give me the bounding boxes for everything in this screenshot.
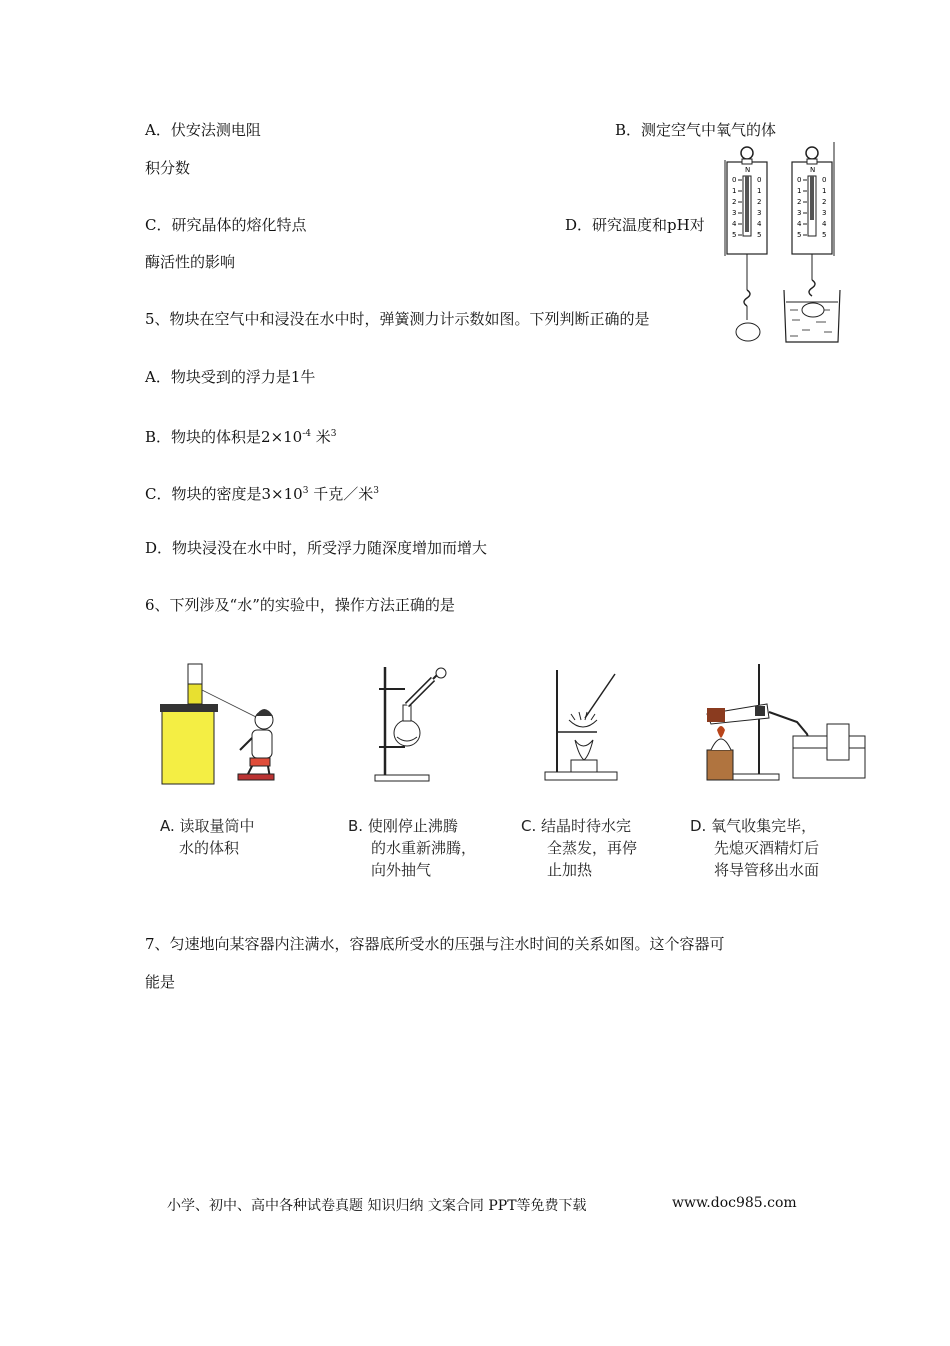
left-scale-tick-label: 0	[732, 176, 737, 184]
left-scale-tick-label: 1	[757, 187, 762, 195]
right-scale-tick-label: 4	[822, 220, 827, 228]
left-scale-tick-label: 2	[757, 198, 762, 206]
q4-option-c: C．研究晶体的熔化特点	[145, 216, 307, 234]
q7-stem-continued: 能是	[145, 973, 176, 991]
right-scale-letter: N	[810, 166, 816, 174]
footer-text: 小学、初中、高中各种试卷真题 知识归纳 文案合同 PPT等免费下载	[167, 1198, 587, 1214]
left-scale-tick-label: 4	[757, 220, 762, 228]
q6-caption-d: D. 氧气收集完毕， 先熄灭酒精灯后 将导管移出水面	[690, 817, 820, 879]
right-scale-tick-label: 2	[797, 198, 802, 206]
q6-figure-b-flask	[375, 665, 465, 785]
right-scale-tick-label: 0	[797, 176, 802, 184]
q6-stem: 6、下列涉及“水”的实验中，操作方法正确的是	[145, 596, 455, 614]
q5-option-a: A．物块受到的浮力是1牛	[145, 368, 316, 386]
left-scale-letter: N	[745, 166, 751, 174]
q6-caption-c: C. 结晶时待水完 全蒸发，再停 止加热	[521, 817, 638, 879]
right-scale-tick-label: 0	[822, 176, 827, 184]
q6-caption-a: A. 读取量筒中 水的体积	[160, 817, 255, 857]
q5-option-b: B．物块的体积是$2\times 10^{-4}$ 米$^3$	[145, 428, 337, 446]
q6-figure-a-cylinder	[160, 662, 280, 787]
footer-url[interactable]: www.doc985.com	[672, 1195, 797, 1211]
left-scale-tick-label: 3	[757, 209, 762, 217]
q5-option-d: D．物块浸没在水中时，所受浮力随深度增加而增大	[145, 539, 488, 557]
q7-stem: 7、匀速地向某容器内注满水，容器底所受水的压强与注水时间的关系如图。这个容器可	[145, 935, 725, 953]
left-scale-tick-label: 1	[732, 187, 737, 195]
q4-option-a: A．伏安法测电阻	[145, 121, 261, 139]
right-scale-tick-label: 3	[822, 209, 827, 217]
right-scale-tick-label: 2	[822, 198, 827, 206]
q4-option-d-continued: 酶活性的影响	[145, 253, 236, 271]
q6-figure-c-evaporation	[545, 668, 625, 783]
left-scale-tick-label: 4	[732, 220, 737, 228]
left-scale-tick-label: 5	[732, 231, 737, 239]
spring-scale-figure	[720, 140, 840, 350]
q5-option-c: C．物块的密度是$3\times 10^3$ 千克／米$^3$	[145, 485, 379, 503]
left-scale-tick-label: 5	[757, 231, 762, 239]
right-scale-tick-label: 1	[797, 187, 802, 195]
q5-stem: 5、物块在空气中和浸没在水中时，弹簧测力计示数如图。下列判断正确的是	[145, 310, 650, 328]
right-scale-tick-label: 5	[797, 231, 802, 239]
q4-option-d: D．研究温度和pH对	[565, 216, 705, 234]
right-scale-tick-label: 4	[797, 220, 802, 228]
right-scale-tick-label: 5	[822, 231, 827, 239]
left-scale-tick-label: 2	[732, 198, 737, 206]
q4-option-b: B．测定空气中氧气的体	[615, 121, 777, 139]
right-scale-tick-label: 1	[822, 187, 827, 195]
right-scale-tick-label: 3	[797, 209, 802, 217]
q6-figure-d-oxygen	[697, 662, 867, 784]
left-scale-tick-label: 0	[757, 176, 762, 184]
q4-option-b-continued: 积分数	[145, 159, 191, 177]
left-scale-tick-label: 3	[732, 209, 737, 217]
q6-caption-b: B. 使刚停止沸腾 的水重新沸腾， 向外抽气	[348, 817, 477, 879]
